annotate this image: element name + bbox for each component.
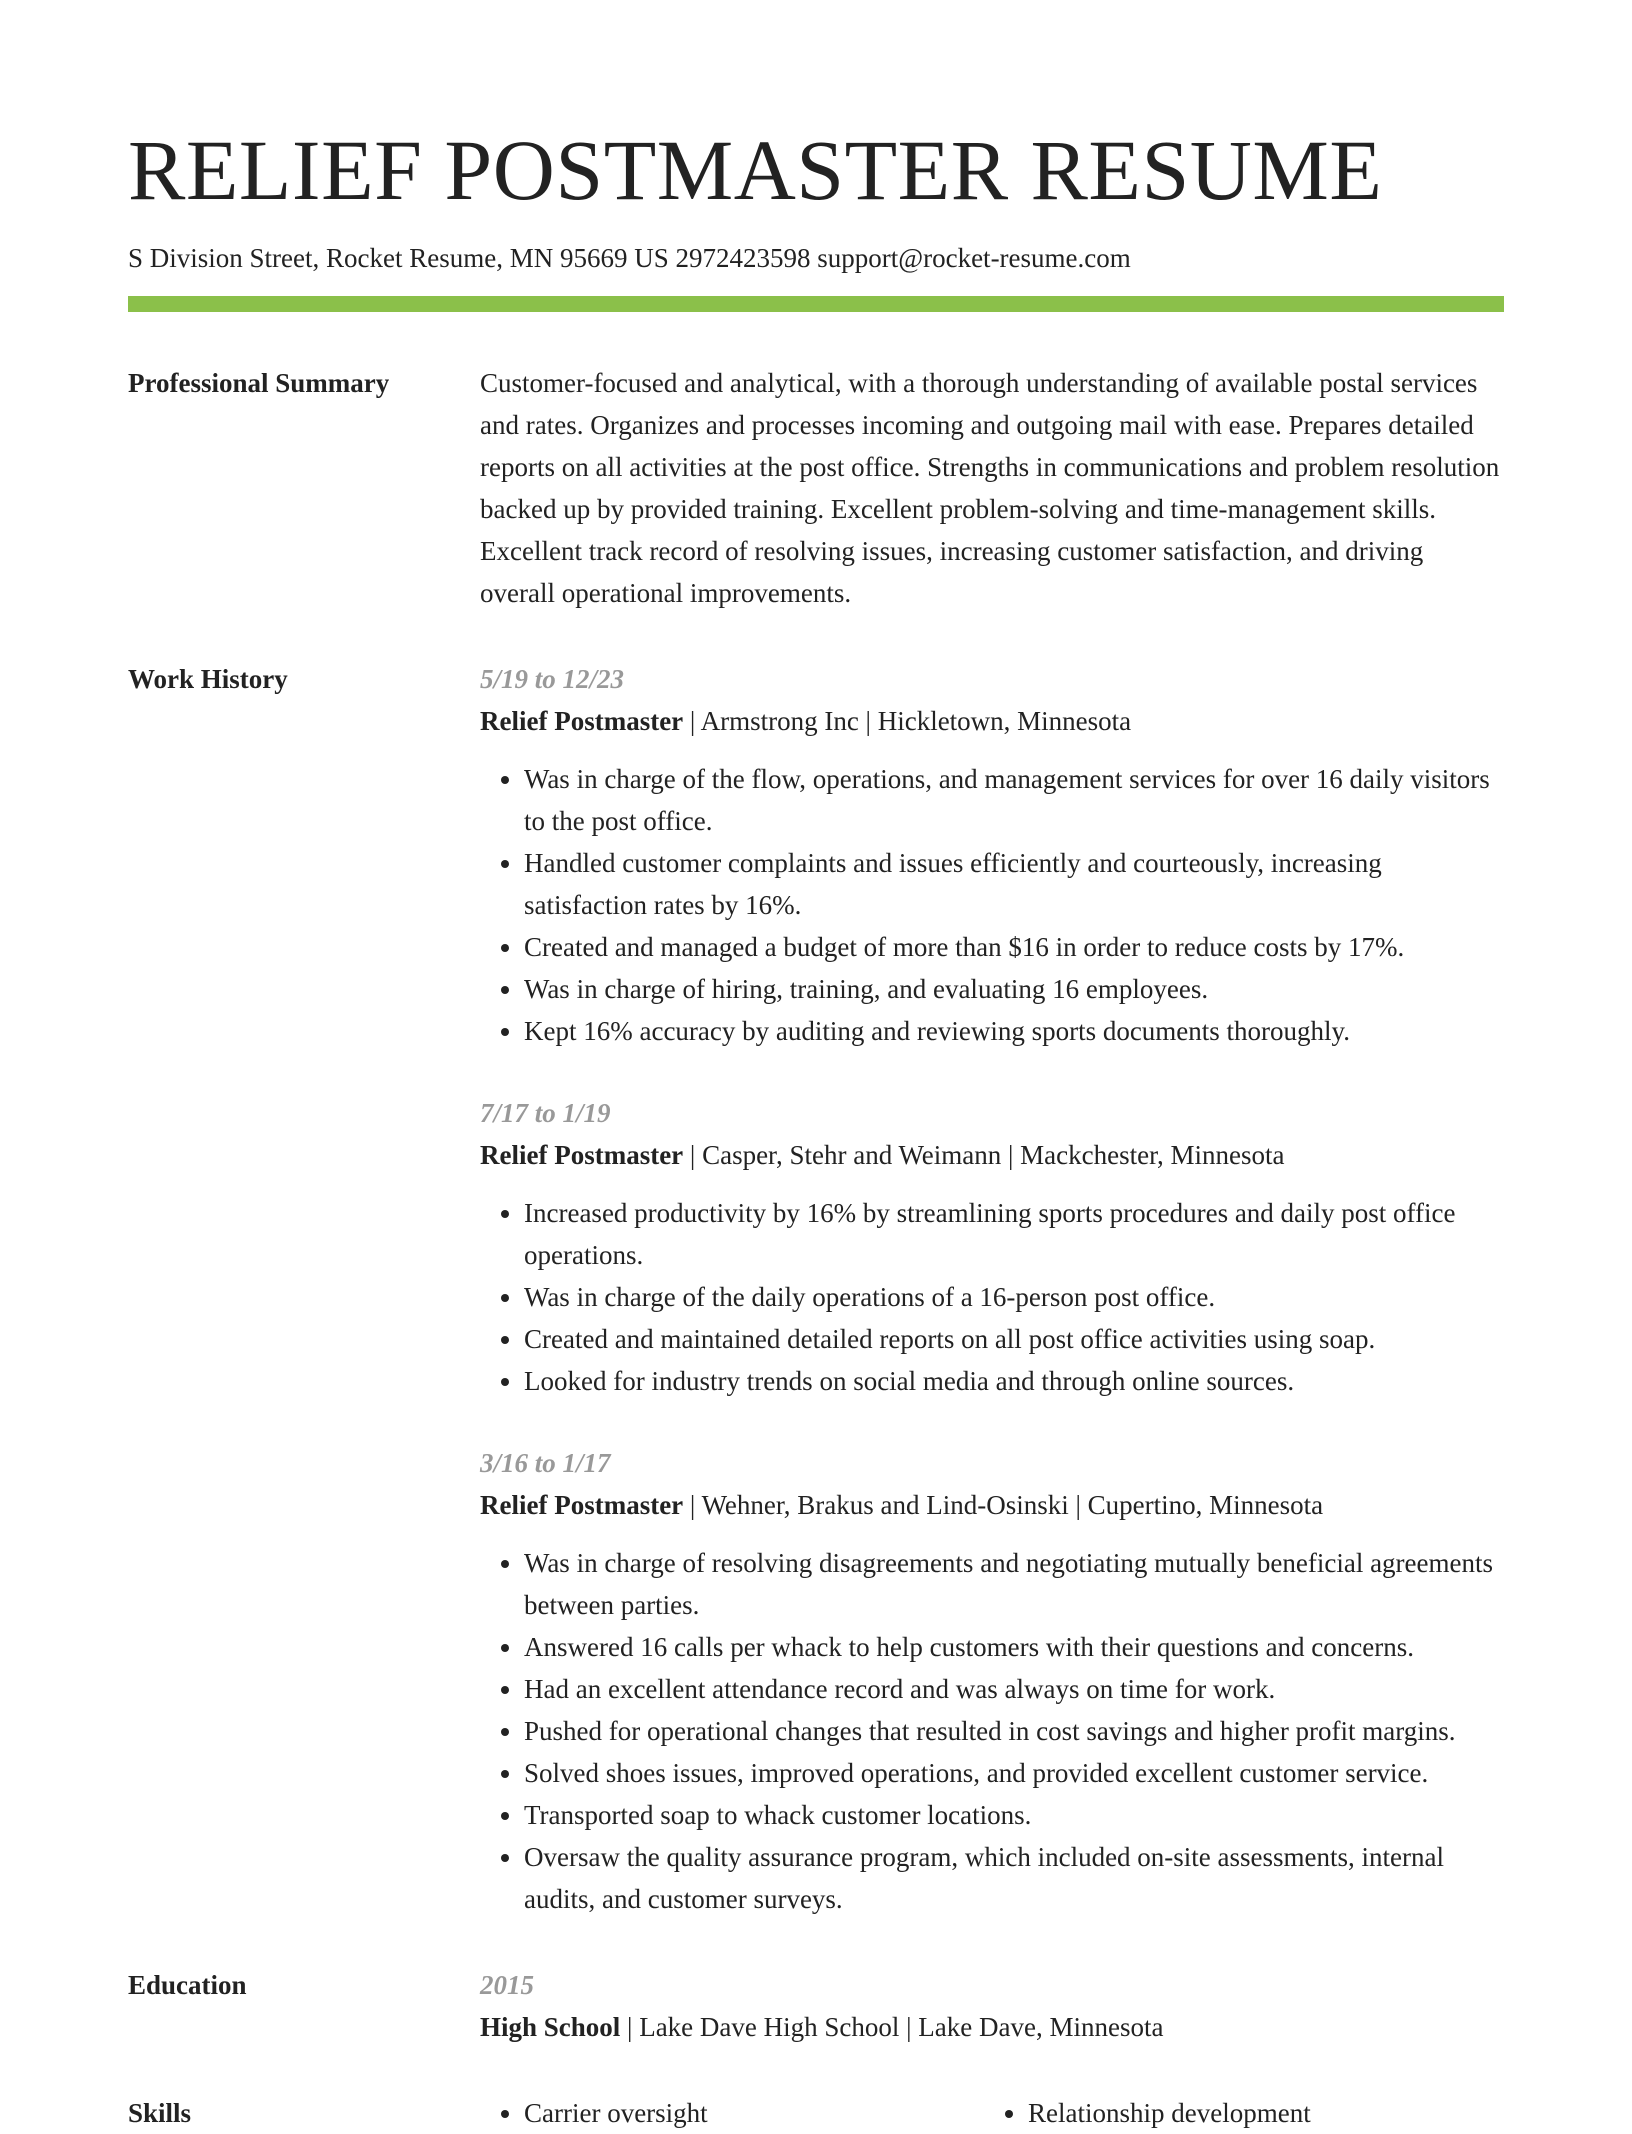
job-bullet: • Was in charge of the flow, operations, and management services for over 16 daily visitors to the post office. [524,758,1504,842]
summary-section [128,362,1504,614]
summary-body [480,362,1504,614]
education-section [128,1964,1504,2048]
work-history-body [480,658,1504,1920]
job-title: Relief Postmaster [480,1140,684,1170]
job-role-line [480,700,1504,742]
education-date: 2015 [480,1970,534,2000]
job-role-line [480,1484,1504,1526]
job-bullet: • Was in charge of the daily operations of a 16-person post office. [524,1276,1504,1318]
job-dates: 3/16 to 1/17 [480,1448,611,1478]
skills-body [480,2092,1504,2134]
job-bullet: • Answered 16 calls per whack to help customers with their questions and concerns. [524,1626,1504,1668]
job-entry [480,658,1504,1052]
resume-page [128,118,1504,2134]
job-bullet: • Created and managed a budget of more than $16 in order to reduce costs by 17%. [524,926,1504,968]
job-entry [480,1092,1504,1402]
section-label-summary: Professional Summary [128,368,390,398]
job-details: | Casper, Stehr and Weimann | Mackchester, Minnesota [683,1140,1285,1170]
job-bullet: • Increased productivity by 16% by streamlining sports procedures and daily post office operations. [524,1192,1504,1276]
skills-grid [480,2092,1504,2134]
job-bullet: • Pushed for operational changes that resulted in cost savings and higher profit margins. [524,1710,1504,1752]
job-bullet: • Was in charge of resolving disagreements and negotiating mutually beneficial agreements between parties. [524,1542,1504,1626]
education-degree: High School [480,2012,621,2042]
resume-title: RELIEF POSTMASTER RESUME [128,122,1383,218]
skill-item: • Carrier oversight [524,2092,984,2134]
job-role-line [480,1134,1504,1176]
skills-column-2 [984,2092,1488,2134]
job-bullet: • Had an excellent attendance record and was always on time for work. [524,1668,1504,1710]
work-history-section [128,658,1504,1920]
job-bullets [480,758,1504,1052]
section-label-work-history: Work History [128,664,288,694]
job-bullet: • Oversaw the quality assurance program, which included on-site assessments, internal audits, and customer surveys. [524,1836,1504,1920]
education-line [480,2006,1504,2048]
job-bullet: • Transported soap to whack customer locations. [524,1794,1504,1836]
accent-divider [128,296,1504,312]
job-bullets [480,1192,1504,1402]
summary-text: Customer-focused and analytical, with a thorough understanding of available postal services and rates. Organizes and processes incoming and outgoing mail with ease. Prepares detailed reports on all activities at the post office. Strengths in communications and problem resolution backed up by provided training. Excellent problem-solving and time-management skills. Excellent track record of resolving issues, increasing customer satisfaction, and driving overall operational improvements. [480,368,1500,608]
skills-column-1 [480,2092,984,2134]
job-bullet: • Solved shoes issues, improved operations, and provided excellent customer service. [524,1752,1504,1794]
job-bullet: • Handled customer complaints and issues efficiently and courteously, increasing satisfaction rates by 16%. [524,842,1504,926]
education-body [480,1964,1504,2048]
job-details: | Armstrong Inc | Hickletown, Minnesota [683,706,1132,736]
job-bullet: • Was in charge of hiring, training, and evaluating 16 employees. [524,968,1504,1010]
job-title: Relief Postmaster [480,706,684,736]
job-bullet: • Created and maintained detailed reports on all post office activities using soap. [524,1318,1504,1360]
job-dates: 7/17 to 1/19 [480,1098,611,1128]
skill-item: • Relationship development [1028,2092,1488,2134]
skills-section [128,2092,1504,2134]
job-details: | Wehner, Brakus and Lind-Osinski | Cupertino, Minnesota [683,1490,1324,1520]
section-label-skills: Skills [128,2098,192,2128]
job-dates: 5/19 to 12/23 [480,664,625,694]
job-bullets [480,1542,1504,1920]
job-entry [480,1442,1504,1920]
section-label-education: Education [128,1970,247,2000]
job-title: Relief Postmaster [480,1490,684,1520]
job-bullet: • Kept 16% accuracy by auditing and reviewing sports documents thoroughly. [524,1010,1504,1052]
job-bullet: • Looked for industry trends on social media and through online sources. [524,1360,1504,1402]
contact-line: S Division Street, Rocket Resume, MN 95669 US 2972423598 support@rocket-resume.com [128,243,1131,273]
education-details: | Lake Dave High School | Lake Dave, Minnesota [620,2012,1164,2042]
